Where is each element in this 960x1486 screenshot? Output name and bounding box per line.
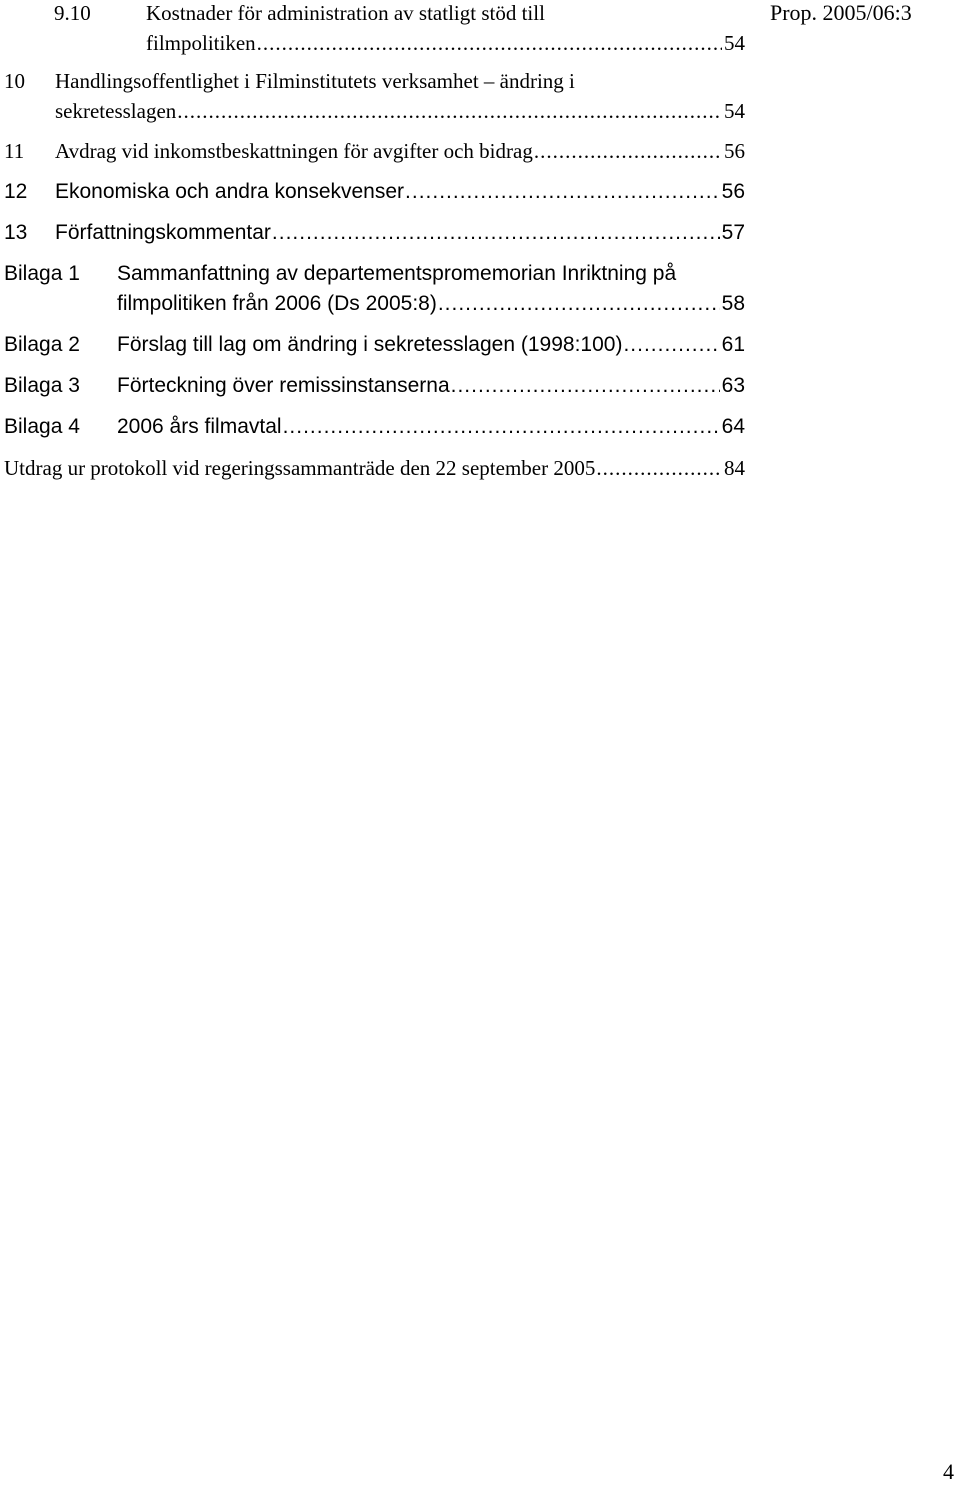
leader-dots <box>177 98 722 124</box>
toc-entry-title: Kostnader för administration av statligt stöd till <box>146 1 545 25</box>
toc-entry-number: 9.10 <box>54 1 91 25</box>
toc-entry-number: 12 <box>4 180 28 203</box>
toc-entry-title-cont: filmpolitiken <box>146 31 256 55</box>
toc-entry-10[interactable] <box>0 68 745 128</box>
toc-entry-bilaga-2[interactable] <box>0 332 745 362</box>
toc-entry-title: Förteckning över remissinstanserna <box>117 374 450 397</box>
toc-entry-page: 56 <box>721 180 745 203</box>
toc-entry-11[interactable] <box>0 138 745 168</box>
toc-entry-title: Författningskommentar <box>55 221 271 244</box>
toc-entry-page: 61 <box>721 333 745 356</box>
toc-entry-protocol-extract[interactable] <box>0 455 745 485</box>
toc-entry-title: Sammanfattning av departementspromemorian Inriktning på <box>117 262 677 285</box>
toc-entry-number: 13 <box>4 221 28 244</box>
toc-entry-title: 2006 års filmavtal <box>117 415 282 438</box>
leader-dots <box>534 138 722 164</box>
toc-entry-12[interactable] <box>0 179 745 209</box>
leader-dots <box>451 373 720 399</box>
toc-entry-number: Bilaga 2 <box>4 333 80 356</box>
toc-entry-page: 64 <box>721 415 745 438</box>
toc-entry-page: 54 <box>724 99 745 123</box>
leader-dots <box>405 179 720 205</box>
toc-entry-13[interactable] <box>0 220 745 250</box>
page-number: 4 <box>943 1459 954 1484</box>
toc-entry-page: 84 <box>724 456 745 480</box>
toc-entry-number: 10 <box>4 69 25 93</box>
toc-entry-title: Förslag till lag om ändring i sekretesslagen (1998:100) <box>117 333 623 356</box>
toc-entry-bilaga-3[interactable] <box>0 373 745 403</box>
toc-entry-page: 57 <box>721 221 745 244</box>
leader-dots <box>438 291 720 317</box>
leader-dots <box>623 332 719 358</box>
toc-entry-bilaga-1[interactable] <box>0 261 745 321</box>
leader-dots <box>283 414 720 440</box>
toc-entry-page: 56 <box>724 139 745 163</box>
leader-dots <box>257 30 722 56</box>
toc-entry-page: 63 <box>721 374 745 397</box>
leader-dots <box>272 220 720 246</box>
toc-entry-title-cont: sekretesslagen <box>55 99 177 123</box>
toc-entry-number: Bilaga 1 <box>4 262 80 285</box>
toc-entry-9-10[interactable] <box>0 0 745 60</box>
toc-entry-title: Utdrag ur protokoll vid regeringssammanträde den 22 september 2005 <box>4 456 596 480</box>
toc-entry-number: 11 <box>4 139 25 163</box>
toc-entry-title: Handlingsoffentlighet i Filminstitutets verksamhet – ändring i <box>55 69 575 93</box>
toc-entry-title-cont: filmpolitiken från 2006 (Ds 2005:8) <box>117 292 437 315</box>
document-reference: Prop. 2005/06:3 <box>770 0 912 25</box>
toc-entry-title: Ekonomiska och andra konsekvenser <box>55 180 405 203</box>
leader-dots <box>596 455 722 481</box>
toc-entry-number: Bilaga 4 <box>4 415 80 438</box>
toc-entry-title: Avdrag vid inkomstbeskattningen för avgifter och bidrag <box>55 139 533 163</box>
toc-entry-page: 54 <box>724 31 745 55</box>
toc-entry-page: 58 <box>721 292 745 315</box>
toc-entry-number: Bilaga 3 <box>4 374 80 397</box>
toc-entry-bilaga-4[interactable] <box>0 414 745 444</box>
